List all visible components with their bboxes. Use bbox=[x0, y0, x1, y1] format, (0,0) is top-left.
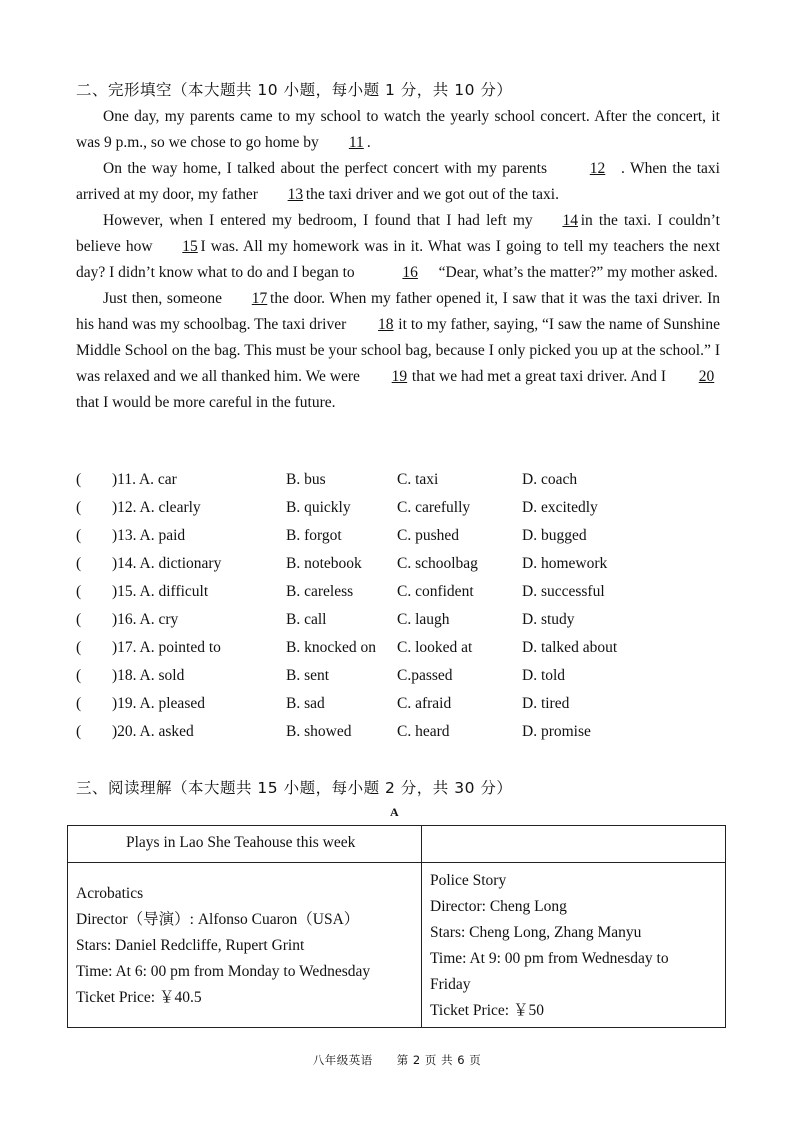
option-a: )20. A. asked bbox=[112, 723, 194, 740]
passage-text: that we had met a great taxi driver. And I bbox=[411, 368, 666, 385]
option-b: B. notebook bbox=[286, 555, 362, 572]
blank-17: 17 bbox=[251, 290, 268, 307]
option-a: )18. A. sold bbox=[112, 667, 185, 684]
option-b: B. quickly bbox=[286, 499, 351, 516]
passage-text: Just then, someone bbox=[103, 290, 223, 307]
option-d: D. coach bbox=[522, 471, 578, 488]
answer-paren: ( bbox=[76, 471, 82, 488]
answer-paren: ( bbox=[76, 527, 82, 544]
cloze-passage bbox=[76, 104, 720, 416]
play-price: Ticket Price: ￥40.5 bbox=[76, 989, 202, 1006]
page-footer: 八年级英语 第 2 页 共 6 页 bbox=[312, 1053, 482, 1067]
paragraph-1 bbox=[76, 104, 720, 156]
blank-11: 11 bbox=[348, 134, 364, 151]
answer-paren: ( bbox=[76, 639, 82, 656]
paragraph-4 bbox=[76, 286, 720, 416]
table-header: Plays in Lao She Teahouse this week bbox=[126, 834, 356, 851]
option-a: )12. A. clearly bbox=[112, 499, 201, 516]
answer-paren: ( bbox=[76, 667, 82, 684]
blank-19: 19 bbox=[391, 368, 408, 385]
option-c: C. laugh bbox=[397, 611, 450, 628]
option-b: B. sent bbox=[286, 667, 330, 684]
plays-table bbox=[67, 825, 726, 1028]
option-a: )11. A. car bbox=[112, 471, 177, 488]
part-label: A bbox=[390, 805, 399, 819]
passage-text: I was. All my homework was in it. What was I going to tell my teachers the next day? I didn’t know what to do and I began to bbox=[76, 238, 720, 281]
option-a: )16. A. cry bbox=[112, 611, 179, 628]
play-price: Ticket Price: ￥50 bbox=[430, 1002, 544, 1019]
option-b: B. showed bbox=[286, 723, 352, 740]
option-c: C. afraid bbox=[397, 695, 452, 712]
option-c: C. looked at bbox=[397, 639, 473, 656]
option-d: D. tired bbox=[522, 695, 570, 712]
table-divider-vertical bbox=[421, 826, 422, 1027]
option-c: C. confident bbox=[397, 583, 474, 600]
play-stars: Stars: Cheng Long, Zhang Manyu bbox=[430, 924, 642, 941]
passage-text: One day, my parents came to my school to watch the yearly school concert. After the concert, it was 9 p.m., so we chose to go home by bbox=[76, 108, 720, 151]
passage-text: On the way home, I talked about the perfect concert with my parents bbox=[103, 160, 547, 177]
play-director: Director（导演）: Alfonso Cuaron（USA） bbox=[76, 911, 360, 928]
option-c: C. schoolbag bbox=[397, 555, 478, 572]
answer-paren: ( bbox=[76, 695, 82, 712]
option-d: D. talked about bbox=[522, 639, 618, 656]
paragraph-2 bbox=[76, 156, 720, 208]
option-b: B. call bbox=[286, 611, 327, 628]
passage-text: . bbox=[366, 134, 371, 151]
table-divider-horizontal bbox=[68, 862, 725, 863]
option-d: D. told bbox=[522, 667, 566, 684]
play-stars: Stars: Daniel Redcliffe, Rupert Grint bbox=[76, 937, 305, 954]
passage-text: However, when I entered my bedroom, I found that I had left my bbox=[103, 212, 533, 229]
play-name: Acrobatics bbox=[76, 885, 144, 902]
play-time: Time: At 6: 00 pm from Monday to Wednesday bbox=[76, 963, 371, 980]
option-d: D. promise bbox=[522, 723, 591, 740]
passage-text: . When the taxi arrived at my door, my father bbox=[76, 160, 720, 203]
passage-text: it to my father, saying, “I saw the name of Sunshine Middle School on the bag. This must be your school bag, because I only picked you up at the school.” I was relaxed and we all thanked him. We were bbox=[76, 316, 720, 385]
option-a: )15. A. difficult bbox=[112, 583, 209, 600]
passage-text: the door. When my father opened it, I saw that it was the taxi driver. In his hand was my schoolbag. The taxi driver bbox=[76, 290, 721, 333]
section-heading-reading: 三、阅读理解（本大题共 15 小题，每小题 2 分，共 30 分） bbox=[76, 779, 513, 797]
option-d: D. bugged bbox=[522, 527, 587, 544]
answer-paren: ( bbox=[76, 611, 82, 628]
play-acrobatics bbox=[76, 881, 370, 1011]
answer-paren: ( bbox=[76, 555, 82, 572]
passage-text: the taxi driver and we got out of the taxi. bbox=[305, 186, 559, 203]
answer-paren: ( bbox=[76, 499, 82, 516]
blank-15: 15 bbox=[182, 238, 198, 255]
passage-text: that I would be more careful in the future. bbox=[76, 394, 336, 411]
option-c: C. heard bbox=[397, 723, 450, 740]
blank-18: 18 bbox=[378, 316, 394, 333]
play-time-continued: Friday bbox=[430, 976, 471, 993]
option-d: D. homework bbox=[522, 555, 608, 572]
paragraph-3 bbox=[76, 208, 720, 286]
play-director: Director: Cheng Long bbox=[430, 898, 567, 915]
option-a: )17. A. pointed to bbox=[112, 639, 221, 656]
option-b: B. knocked on bbox=[286, 639, 376, 656]
option-b: B. forgot bbox=[286, 527, 342, 544]
answer-paren: ( bbox=[76, 583, 82, 600]
option-b: B. careless bbox=[286, 583, 354, 600]
option-b: B. sad bbox=[286, 695, 325, 712]
option-c: C. carefully bbox=[397, 499, 471, 516]
option-a: )14. A. dictionary bbox=[112, 555, 222, 572]
option-d: D. successful bbox=[522, 583, 605, 600]
blank-13: 13 bbox=[287, 186, 304, 203]
passage-text: in the taxi. I couldn’t believe how bbox=[76, 212, 720, 255]
option-a: )19. A. pleased bbox=[112, 695, 205, 712]
blank-12: 12 bbox=[589, 160, 606, 177]
option-c: C. taxi bbox=[397, 471, 439, 488]
option-d: D. excitedly bbox=[522, 499, 598, 516]
blank-14: 14 bbox=[562, 212, 578, 229]
option-d: D. study bbox=[522, 611, 575, 628]
play-police-story bbox=[430, 868, 669, 1024]
option-a: )13. A. paid bbox=[112, 527, 186, 544]
play-time: Time: At 9: 00 pm from Wednesday to bbox=[430, 950, 669, 967]
blank-16: 16 bbox=[402, 264, 418, 281]
passage-text: “Dear, what’s the matter?” my mother asked. bbox=[438, 264, 718, 281]
answer-paren: ( bbox=[76, 723, 82, 740]
blank-20: 20 bbox=[698, 368, 715, 385]
option-c: C.passed bbox=[397, 667, 453, 684]
option-b: B. bus bbox=[286, 471, 326, 488]
play-name: Police Story bbox=[430, 872, 507, 889]
section-heading-cloze: 二、完形填空（本大题共 10 小题，每小题 1 分，共 10 分） bbox=[76, 81, 513, 99]
option-c: C. pushed bbox=[397, 527, 459, 544]
